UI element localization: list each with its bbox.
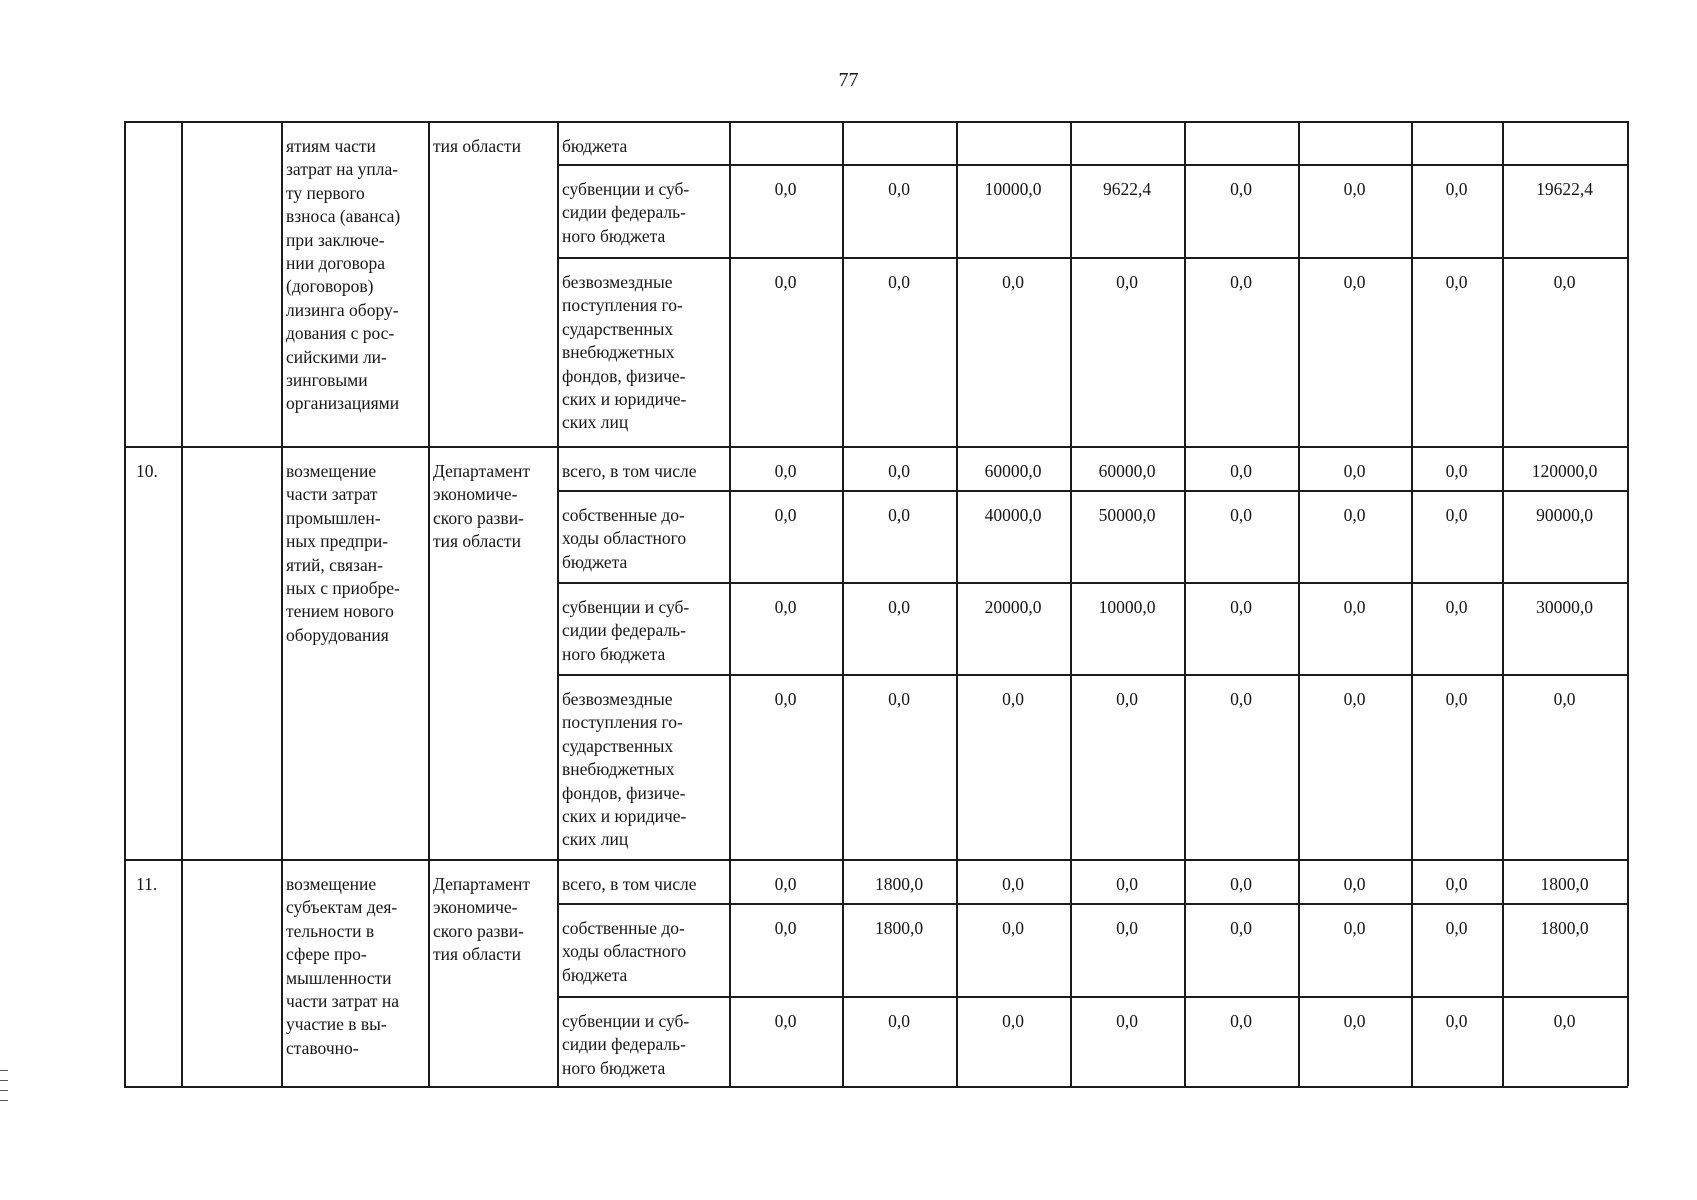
funding-value: 0,0: [774, 179, 797, 199]
funding-value: 1800,0: [1540, 918, 1589, 938]
funding-value: 0,0: [774, 272, 797, 292]
measure-text-line: части затрат: [286, 484, 378, 505]
funding-value: 0,0: [1230, 461, 1252, 481]
funding-value: 60000,0: [984, 461, 1042, 481]
margin-mark: [0, 1100, 8, 1101]
funding-value: 0,0: [774, 1011, 797, 1031]
funding-source-label-line: сидии федераль-: [562, 202, 686, 223]
funding-source-label-line: ских и юридиче-: [562, 389, 687, 410]
measure-text-line: организациями: [286, 393, 400, 414]
funding-source-label-line: ного бюджета: [562, 643, 666, 664]
table-rule: [1627, 121, 1629, 1086]
funding-value: 30000,0: [1536, 597, 1593, 617]
table-rule: [557, 490, 1628, 492]
measure-text-line: участие в вы-: [286, 1014, 387, 1035]
funding-source-label-line: сударственных: [562, 735, 674, 756]
margin-mark: [0, 1080, 8, 1081]
funding-value: 0,0: [774, 918, 797, 938]
funding-source-label-line: бюджета: [562, 136, 628, 156]
funding-value: 0,0: [1445, 689, 1468, 709]
measure-text-line: промышлен-: [286, 507, 381, 528]
funding-value: 0,0: [1343, 461, 1366, 481]
funding-value: 1800,0: [874, 918, 924, 938]
funding-source-label: [562, 873, 726, 896]
measure-text: [286, 135, 425, 416]
funding-value: 0,0: [1445, 272, 1468, 292]
measure-text-line: ту первого: [286, 182, 365, 203]
measure-text: [286, 460, 425, 647]
funding-value: 0,0: [888, 272, 910, 292]
funding-value: 0,0: [1343, 918, 1366, 938]
funding-value: 0,0: [1002, 874, 1024, 894]
funding-source-label-line: ходы областного: [562, 528, 687, 549]
funding-source-label: [562, 504, 726, 574]
funding-value: 0,0: [1116, 1011, 1138, 1031]
funding-value: 0,0: [1445, 874, 1468, 894]
table-rule: [557, 257, 1628, 259]
table-rule: [124, 1086, 1628, 1088]
row-number: 11.: [136, 874, 158, 894]
funding-source-label-line: всего, в том числе: [562, 874, 697, 894]
funding-value: 0,0: [774, 689, 797, 709]
table-rule: [557, 121, 559, 1086]
measure-text-line: затрат на упла-: [286, 159, 399, 180]
funding-value: 120000,0: [1531, 461, 1598, 481]
funding-source-label-line: ских лиц: [562, 412, 629, 433]
funding-value: 0,0: [888, 179, 910, 199]
table-rule: [557, 582, 1628, 584]
funding-value: 0,0: [1445, 918, 1468, 938]
funding-source-label-line: фондов, физиче-: [562, 782, 686, 803]
funding-source-label: [562, 1010, 726, 1080]
funding-value: 0,0: [1230, 874, 1252, 894]
funding-value: 0,0: [1553, 1011, 1576, 1031]
funding-value: 0,0: [1445, 597, 1468, 617]
table-rule: [557, 996, 1628, 998]
funding-source-label-line: сударственных: [562, 318, 674, 339]
funding-value: 0,0: [1445, 1011, 1468, 1031]
measure-text-line: ятиям части: [286, 136, 376, 156]
funding-source-label-line: сидии федераль-: [562, 620, 686, 641]
funding-value: 0,0: [1002, 918, 1024, 938]
funding-value: 0,0: [1116, 918, 1138, 938]
funding-value: 0,0: [1343, 505, 1366, 525]
funding-value: 0,0: [1343, 597, 1366, 617]
margin-mark: [0, 1090, 8, 1091]
row-number: 10.: [136, 461, 158, 481]
measure-text-line: ных с приобре-: [286, 578, 400, 599]
measure-text-line: (договоров): [286, 276, 374, 297]
executor-text: [433, 873, 554, 967]
funding-source-label-line: ного бюджета: [562, 1057, 666, 1078]
table-rule: [181, 121, 183, 1086]
funding-value: 0,0: [888, 505, 910, 525]
funding-source-label-line: поступления го-: [562, 712, 683, 733]
table-rule: [557, 164, 1628, 166]
funding-source-label-line: бюджета: [562, 551, 628, 572]
funding-source-label-line: безвозмездные: [562, 689, 673, 709]
measure-text-line: части затрат на: [286, 991, 400, 1012]
funding-value: 1800,0: [1540, 874, 1589, 894]
funding-value: 20000,0: [984, 597, 1042, 617]
funding-value: 0,0: [1230, 918, 1252, 938]
funding-value: 0,0: [1343, 689, 1366, 709]
funding-value: 0,0: [1553, 689, 1576, 709]
funding-value: 0,0: [1343, 874, 1366, 894]
funding-value: 0,0: [1230, 689, 1252, 709]
executor-text-line: ского разви-: [433, 507, 524, 528]
funding-value: 0,0: [888, 461, 910, 481]
measure-text-line: лизинга обору-: [286, 299, 399, 320]
funding-value: 50000,0: [1098, 505, 1156, 525]
executor-text-line: тия области: [433, 136, 521, 156]
funding-value: 10000,0: [1098, 597, 1156, 617]
funding-source-label-line: безвозмездные: [562, 272, 673, 292]
table-rule: [428, 121, 430, 1086]
funding-value: 0,0: [1230, 179, 1252, 199]
funding-value: 0,0: [1553, 272, 1576, 292]
measure-text-line: ятий, связан-: [286, 554, 383, 575]
funding-value: 0,0: [1230, 1011, 1252, 1031]
funding-value: 0,0: [774, 597, 797, 617]
measure-text-line: дования с рос-: [286, 323, 395, 344]
funding-value: 0,0: [1230, 505, 1252, 525]
funding-value: 0,0: [1343, 272, 1366, 292]
measure-text-line: тением нового: [286, 601, 394, 622]
funding-value: 0,0: [774, 505, 797, 525]
measure-text-line: нии договора: [286, 253, 386, 274]
funding-source-label-line: ходы областного: [562, 941, 687, 962]
funding-source-label-line: бюджета: [562, 964, 628, 985]
table-rule: [124, 121, 1628, 123]
funding-value: 10000,0: [984, 179, 1042, 199]
executor-text: [433, 460, 554, 554]
funding-value: 0,0: [1116, 689, 1138, 709]
funding-value: 0,0: [774, 874, 797, 894]
measure-text-line: тельности в: [286, 920, 375, 941]
funding-source-label: [562, 596, 726, 666]
executor-text: [433, 135, 554, 158]
executor-text-line: ского разви-: [433, 920, 524, 941]
funding-source-label: [562, 178, 726, 248]
executor-text-line: тия области: [433, 944, 521, 965]
funding-value: 0,0: [1445, 461, 1468, 481]
funding-value: 9622,4: [1102, 179, 1152, 199]
funding-source-label: [562, 688, 726, 852]
funding-source-label-line: поступления го-: [562, 295, 683, 316]
funding-source-label: [562, 917, 726, 987]
funding-value: 0,0: [1002, 1011, 1024, 1031]
executor-text-line: экономиче-: [433, 484, 518, 505]
measure-text-line: возмещение: [286, 874, 377, 894]
funding-value: 0,0: [1343, 1011, 1366, 1031]
executor-text-line: тия области: [433, 531, 521, 552]
measure-text-line: возмещение: [286, 461, 377, 481]
measure-text-line: взноса (аванса): [286, 206, 401, 227]
funding-value: 0,0: [1230, 272, 1252, 292]
measure-text-line: оборудования: [286, 624, 389, 645]
funding-value: 0,0: [1230, 597, 1252, 617]
table-rule: [557, 674, 1628, 676]
measure-text-line: ных предпри-: [286, 531, 389, 552]
measure-text-line: сийскими ли-: [286, 346, 387, 367]
funding-source-label: [562, 271, 726, 435]
funding-source-label-line: ного бюджета: [562, 225, 666, 246]
funding-value: 0,0: [774, 461, 797, 481]
funding-value: 90000,0: [1536, 505, 1593, 525]
table-rule: [557, 903, 1628, 905]
funding-value: 0,0: [888, 689, 910, 709]
measure-text-line: зинговыми: [286, 370, 368, 391]
funding-source-label: [562, 135, 726, 158]
funding-value: 0,0: [1116, 874, 1138, 894]
table-rule: [124, 121, 126, 1086]
funding-value: 0,0: [1343, 179, 1366, 199]
measure-text-line: сфере про-: [286, 944, 367, 965]
funding-source-label-line: собственные до-: [562, 505, 685, 525]
measure-text-line: при заключе-: [286, 229, 385, 250]
funding-source-label-line: внебюджетных: [562, 342, 675, 363]
funding-value: 1800,0: [874, 874, 924, 894]
funding-source-label-line: ских лиц: [562, 829, 629, 850]
executor-text-line: Департамент: [433, 874, 531, 894]
funding-source-label-line: внебюджетных: [562, 759, 675, 780]
funding-value: 0,0: [888, 597, 910, 617]
executor-text-line: Департамент: [433, 461, 531, 481]
funding-source-label-line: субвенции и суб-: [562, 1011, 690, 1031]
funding-value: 40000,0: [984, 505, 1042, 525]
funding-value: 0,0: [1445, 505, 1468, 525]
funding-value: 19622,4: [1536, 179, 1593, 199]
funding-source-label: [562, 460, 726, 483]
measure-text-line: субъектам дея-: [286, 897, 398, 918]
margin-mark: [0, 1070, 8, 1071]
funding-source-label-line: ских и юридиче-: [562, 806, 687, 827]
funding-source-label-line: фондов, физиче-: [562, 365, 686, 386]
measure-text-line: ставочно-: [286, 1037, 359, 1058]
page-number: 77: [838, 69, 859, 91]
funding-source-label-line: всего, в том числе: [562, 461, 697, 481]
funding-value: 0,0: [1002, 272, 1024, 292]
funding-source-label-line: сидии федераль-: [562, 1034, 686, 1055]
funding-value: 0,0: [1002, 689, 1024, 709]
funding-value: 60000,0: [1098, 461, 1156, 481]
measure-text-line: мышленности: [286, 967, 392, 988]
funding-source-label-line: субвенции и суб-: [562, 597, 690, 617]
table-rule: [124, 446, 1628, 448]
executor-text-line: экономиче-: [433, 897, 518, 918]
funding-source-label-line: субвенции и суб-: [562, 179, 690, 199]
funding-source-label-line: собственные до-: [562, 918, 685, 938]
funding-value: 0,0: [1116, 272, 1138, 292]
funding-value: 0,0: [888, 1011, 910, 1031]
measure-text: [286, 873, 425, 1060]
funding-value: 0,0: [1445, 179, 1468, 199]
table-rule: [281, 121, 283, 1086]
table-rule: [124, 859, 1628, 861]
